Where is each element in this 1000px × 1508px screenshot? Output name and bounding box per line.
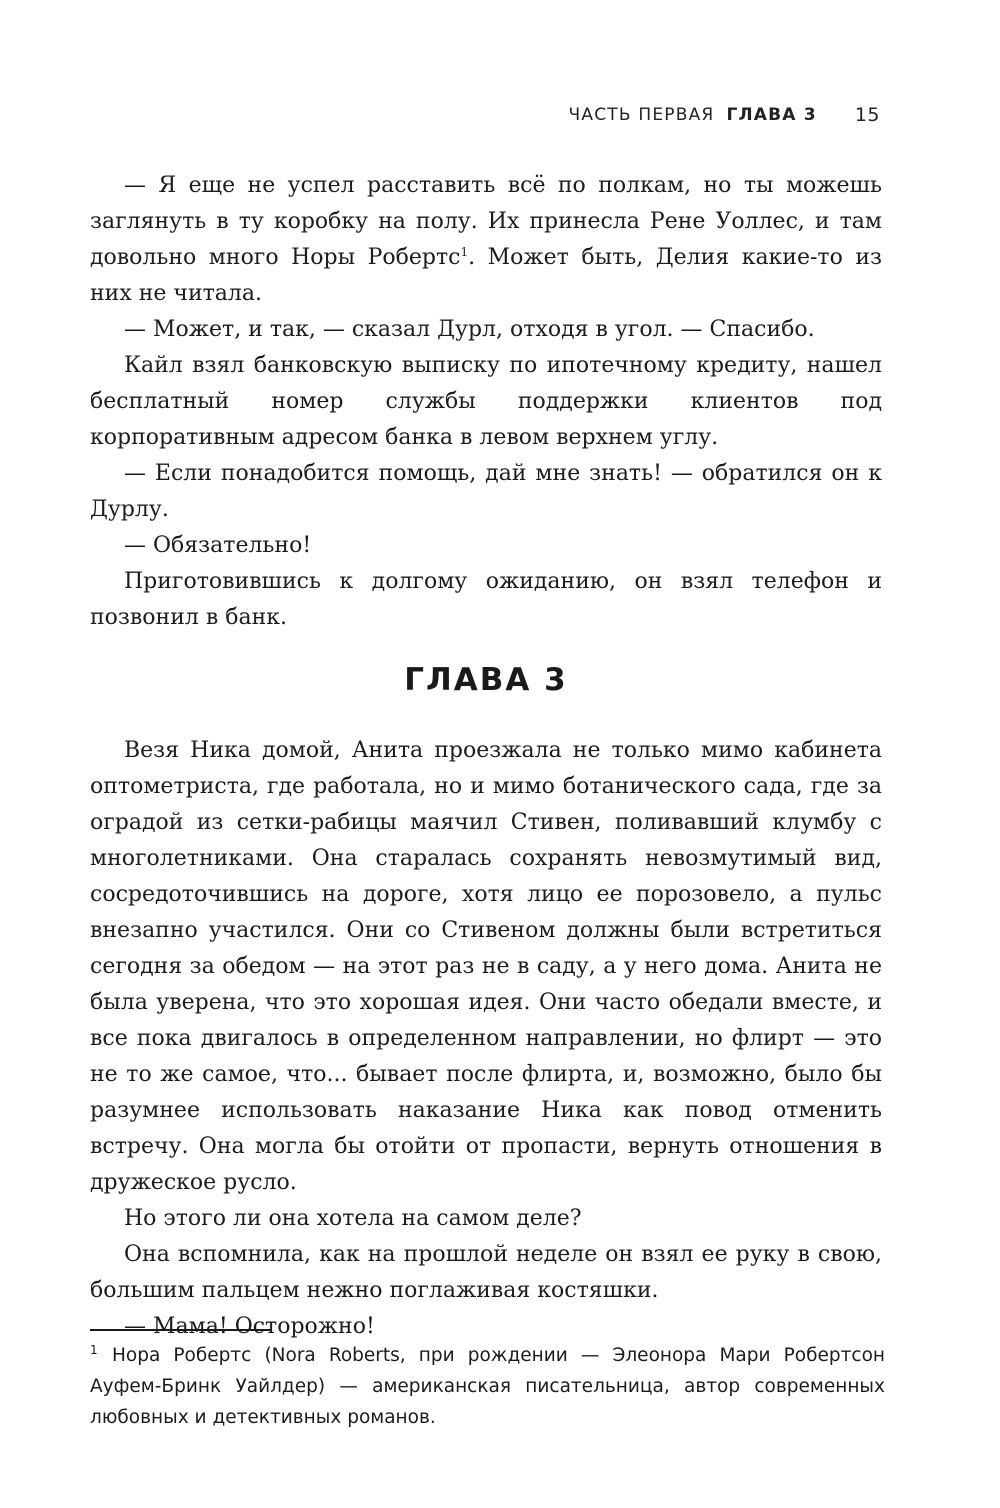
paragraph	[90, 168, 882, 312]
page-number: 15	[854, 104, 880, 126]
paragraph-text: . Может быть, Делия какие-то из них не читала.	[90, 245, 883, 306]
running-head	[90, 100, 880, 130]
footnote-divider	[90, 1329, 272, 1331]
paragraph: Везя Ника домой, Анита проезжала не только мимо кабинета оптометриста, где работала, но и мимо ботанического сада, где за оградой из сетки-рабицы маячил Стивен, поливавший клумбу с многолетниками. Она старалась сохранять невозмутимый вид, сосредоточившись на дороге, хотя лицо ее порозовело, а пульс внезапно участился. Они со Стивеном должны были встретиться сегодня за обедом — на этот раз не в саду, а у него дома. Анита не была уверена, что это хорошая идея. Они часто обедали вместе, и все пока двигалось в определенном направлении, но флирт — это не то же самое, что... бывает после флирта, и, возможно, было бы разумнее использовать наказание Ника как повод отменить встречу. Она могла бы отойти от пропасти, вернуть отношения в дружеское русло.	[90, 738, 882, 1195]
text-block-chapter	[90, 733, 882, 1345]
paragraph: — Может, и так, — сказал Дурл, отходя в угол. — Спасибо.	[124, 317, 815, 342]
running-head-part: ЧАСТЬ ПЕРВАЯ	[568, 105, 715, 125]
paragraph-text: — Я еще не успел расставить всё по полкам, но ты можешь заглянуть в ту коробку на полу. Их принесла Рене Уоллес, и там довольно много Норы Робертс	[90, 173, 882, 270]
footnote-text: Нора Робертс (Nora Roberts, при рождении — Элеонора Мари Робертсон Ауфем-Бринк Уайлдер) — американская писательница, автор современных любовных и детективных романов.	[90, 1345, 885, 1428]
paragraph: Но этого ли она хотела на самом деле?	[124, 1206, 582, 1231]
chapter-title: ГЛАВА 3	[404, 662, 568, 698]
paragraph: Приготовившись к долгому ожиданию, он взял телефон и позвонил в банк.	[90, 569, 882, 630]
paragraph: — Мама! Осторожно!	[124, 1314, 375, 1339]
footnote-reference[interactable]: 1	[460, 245, 469, 259]
paragraph: Кайл взял банковскую выписку по ипотечному кредиту, нашел бесплатный номер службы поддержки клиентов под корпоративным адресом банка в левом верхнем углу.	[90, 353, 882, 450]
paragraph: — Если понадобится помощь, дай мне знать! — обратился он к Дурлу.	[90, 461, 882, 522]
text-block-continuation	[90, 168, 882, 636]
footnote-marker: 1	[90, 1343, 98, 1357]
footnote	[90, 1340, 885, 1433]
running-head-chapter: ГЛАВА 3	[726, 105, 817, 125]
paragraph: — Обязательно!	[124, 533, 312, 558]
paragraph: Она вспомнила, как на прошлой неделе он взял ее руку в свою, большим пальцем нежно поглаживая костяшки.	[90, 1242, 882, 1303]
